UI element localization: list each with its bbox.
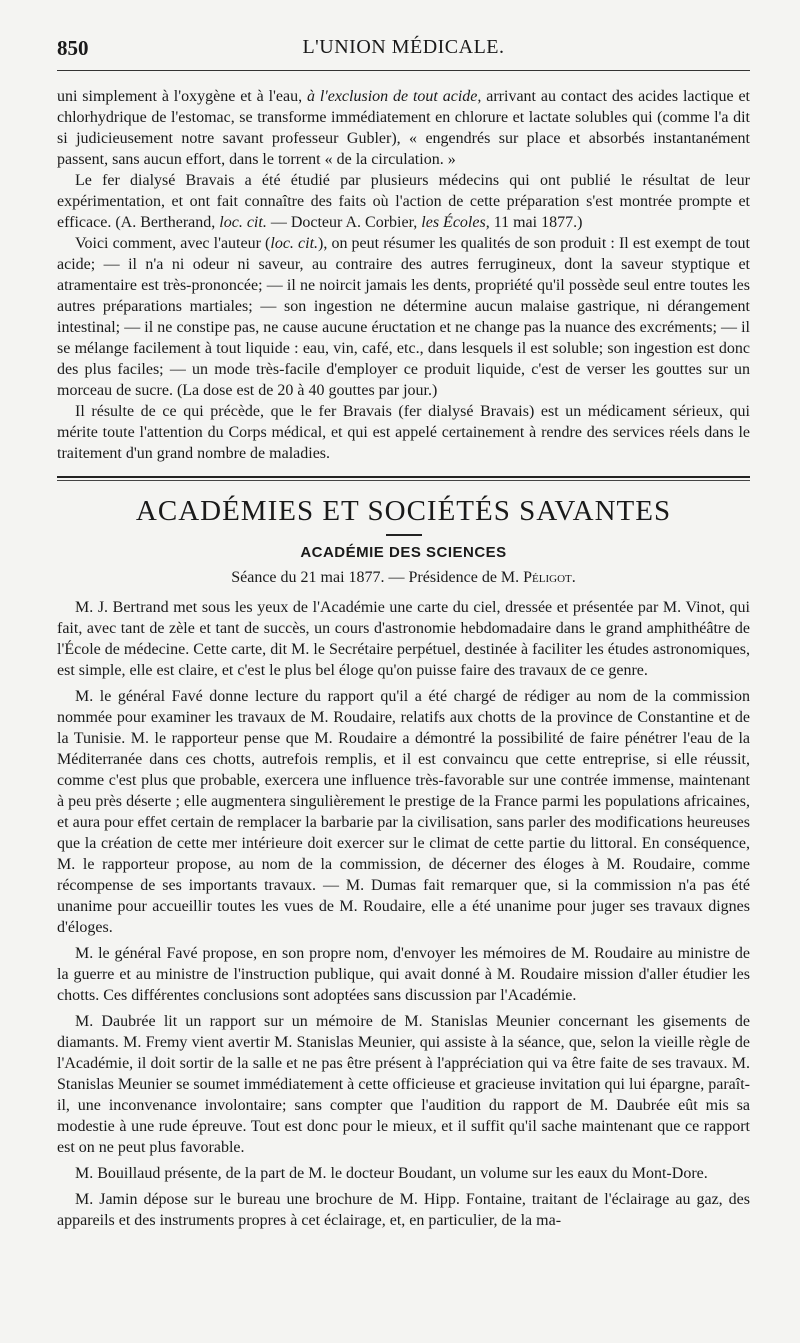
intro-p1-text-c: arrivant au contact des acides lactique et chlorhydrique de l'estomac, se transforme immédiatement en chlorure et lactate solubles qui (comme l'a dit si judicieusement notre savant professeur Gubler), « engendrés sur place et absorbés instantanément passent, sans aucun effort, dans le torrent « de la circulation. » bbox=[57, 88, 750, 168]
section-subtitle: ACADÉMIE DES SCIENCES bbox=[300, 544, 507, 561]
intro-paragraph-1 bbox=[57, 86, 750, 170]
body-paragraph-4: M. Daubrée lit un rapport sur un mémoire de M. Stanislas Meunier concernant les gisements de diamants. M. Fremy vient avertir M. Stanislas Meunier, qui assiste à la séance, que, selon la vieille règle de l'Académie, il doit sortir de la salle et ne pas être présent à l'appréciation qui va être faite de ses travaux. M. Stanislas Meunier se soumet immédiatement à cette officieuse et gracieuse invitation qui lui épargne, paraît-il, une inconvenance involontaire; sans compter que l'audition du rapport de M. Daubrée eût mis sa modestie à une rude épreuve. Tout est donc pour le mieux, et il suffit qu'il sache maintenant que ce rapport est on ne peut plus favorable. bbox=[57, 1013, 750, 1156]
intro-p2-italic-b: loc. cit. bbox=[219, 214, 267, 231]
intro-p3-text-a: Voici comment, avec l'auteur ( bbox=[75, 235, 271, 252]
intro-paragraph-2 bbox=[57, 170, 750, 233]
body-paragraph-5: M. Bouillaud présente, de la part de M. le docteur Boudant, un volume sur les eaux du Mont-Dore. bbox=[75, 1165, 708, 1182]
section-title: ACADÉMIES ET SOCIÉTÉS SAVANTES bbox=[135, 495, 672, 527]
body-paragraph-6: M. Jamin dépose sur le bureau une brochure de M. Hipp. Fontaine, traitant de l'éclairage au gaz, des appareils et des instruments propres à cet éclairage, et, en particulier, de la ma- bbox=[57, 1191, 750, 1229]
page-header bbox=[57, 36, 750, 66]
seance-end: . bbox=[571, 569, 576, 586]
intro-p2-italic-d: les Écoles bbox=[421, 214, 486, 231]
running-title: L'UNION MÉDICALE. bbox=[302, 36, 505, 58]
intro-p3-text-c: ), on peut résumer les qualités de son produit : Il est exempt de tout acide; — il n'a ni odeur ni saveur, au contraire des autres ferrugineux, dont la saveur styptique et atramentaire est très-prononcée; — il ne noircit jamais les dents, propriété qu'il possède seul entre toutes les autres préparations martiales; — son ingestion ne détermine aucun malaise gastrique, ni dérangement intestinal; — il ne constipe pas, ne cause aucune éructation et ne change pas la nuance des excréments; — il se mélange facilement à tout liquide : eau, vin, café, etc., dans lesquels il est soluble; son ingestion est donc des plus faciles; — un mode très-facile d'employer ce produit liquide, c'est de verser les gouttes sur un morceau de sucre. (La dose est de 20 à 40 gouttes par jour.) bbox=[57, 235, 750, 399]
page-number: 850 bbox=[57, 36, 89, 60]
intro-paragraph-4: Il résulte de ce qui précède, que le fer Bravais (fer dialysé Bravais) est un médicament sérieux, qui mérite toute l'attention du Corps médical, et qui est appelé certainement à rendre des services réels dans le traitement d'un grand nombre de maladies. bbox=[57, 403, 750, 462]
intro-p2-text-c: — Docteur A. Corbier, bbox=[266, 214, 422, 231]
intro-p2-text-a: Le fer dialysé Bravais a été étudié par plusieurs médecins qui ont publié le résultat de leur expérimentation, et ont fait connaître des faits où l'action de cette préparation s'est montrée prompte et efficace. (A. Bertherand, bbox=[57, 172, 750, 231]
text-column bbox=[57, 86, 750, 1231]
president-name: Péligot bbox=[523, 569, 572, 586]
title-underline bbox=[386, 534, 422, 536]
section-rule-thin bbox=[57, 480, 750, 481]
header-rule bbox=[57, 70, 750, 71]
body-paragraph-2: M. le général Favé donne lecture du rapport qu'il a été chargé de rédiger au nom de la commission nommée pour examiner les travaux de M. Roudaire, relatifs aux chotts de la province de Constantine et de la Tunisie. M. le rapporteur pense que M. Roudaire a démontré la possibilité de faire pénétrer l'eau de la Méditerranée dans ces chotts, autrefois remplis, et il est convaincu que cette entreprise, si elle réussit, comme c'est plus que probable, exercera une influence très-favorable sur une contrée immense, maintenant à peu près déserte ; elle augmentera singulièrement le prestige de la France parmi les populations africaines, et aura pour effet certain de remplacer la barbarie par la civilisation, sans parler des modifications heureuses que la création de cette mer intérieure doit exercer sur le climat de cette partie du littoral. En conséquence, M. le rapporteur propose, au nom de la commission, de décerner des éloges à M. Roudaire, comme récompense de ses importants travaux. — M. Dumas fait remarquer que, si la commission n'a pas été unanime pour accueillir toutes les vues de M. Roudaire, elle a été unanime pour juger ses travaux dignes d'éloges. bbox=[57, 688, 750, 936]
intro-paragraph-3 bbox=[57, 233, 750, 401]
intro-p2-text-e: , 11 mai 1877.) bbox=[485, 214, 583, 231]
intro-p3-italic: loc. cit. bbox=[270, 235, 319, 252]
body-paragraph-3: M. le général Favé propose, en son propre nom, d'envoyer les mémoires de M. Roudaire au ministre de la guerre et au ministre de l'instruction publique, qui avait donné à M. Roudaire mission d'aller étudier les chotts. Ces différentes conclusions sont adoptées sans discussion par l'Académie. bbox=[57, 945, 750, 1004]
seance-text: Séance du 21 mai 1877. — Présidence de M. bbox=[231, 569, 524, 586]
body-paragraph-1: M. J. Bertrand met sous les yeux de l'Académie une carte du ciel, dressée et présentée par M. Vinot, qui fait, avec tant de zèle et tant de succès, un cours d'astronomie hebdomadaire dans le grand amphithéâtre de l'École de médecine. Cette carte, dit M. le Secrétaire perpétuel, destinée à faciliter les études astronomiques, est simple, elle est claire, et c'est le plus bel éloge qu'on puisse faire des travaux de ce genre. bbox=[57, 599, 750, 679]
intro-p1-italic: à l'exclusion de tout acide, bbox=[306, 88, 482, 105]
intro-p1-text-a: uni simplement à l'oxygène et à l'eau, bbox=[57, 88, 307, 105]
seance-line bbox=[57, 569, 750, 587]
section-rule-thick bbox=[57, 476, 750, 478]
